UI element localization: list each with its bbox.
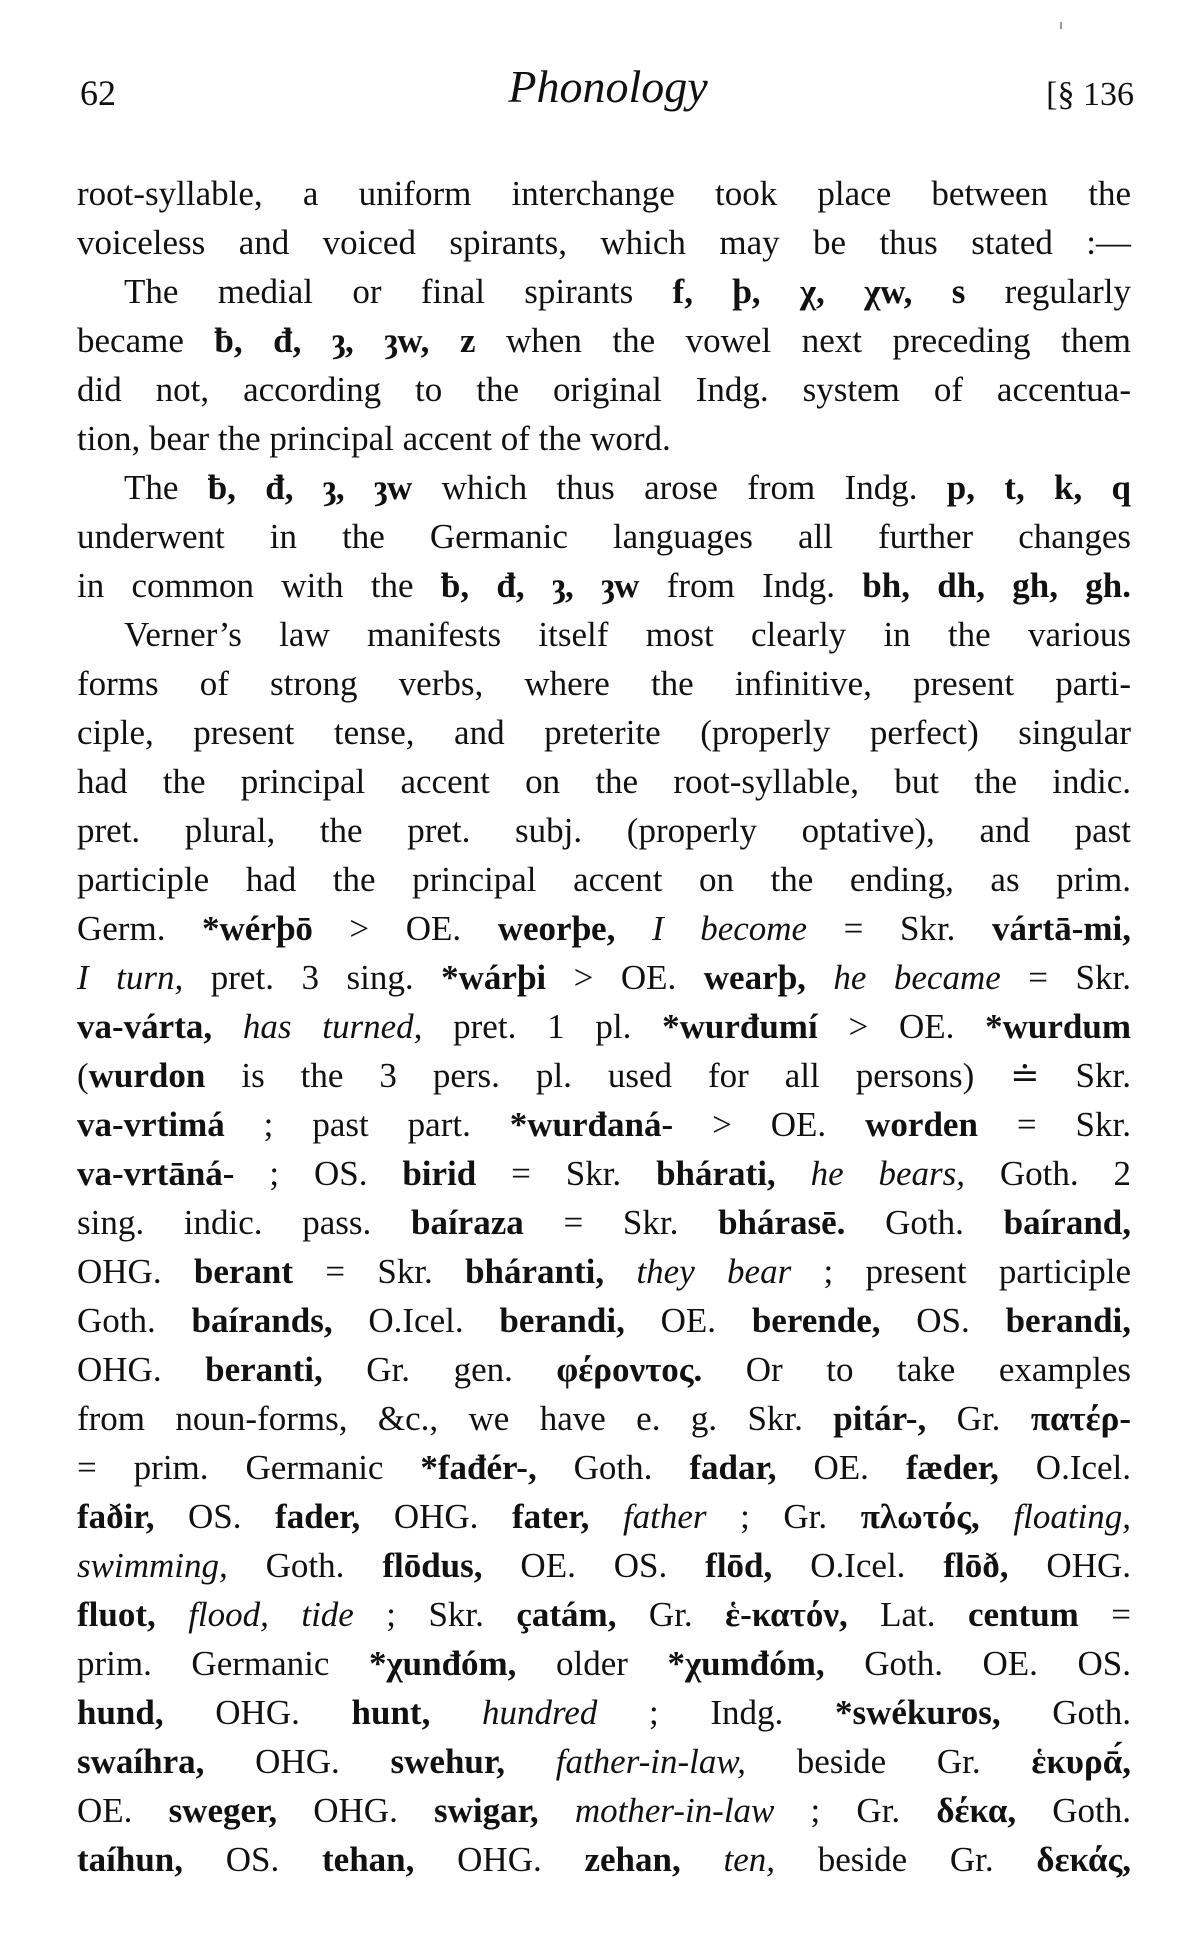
bold-term: swaíhra, [77,1742,205,1781]
bold-term: berandi, [1005,1301,1132,1340]
italic-gloss: hundred [481,1693,598,1732]
text-run [156,1595,188,1634]
bold-term: φέροντος. [556,1350,703,1389]
bold-term: wearþ, [703,958,806,997]
text-run: = Skr. [977,1105,1131,1144]
bold-term: *wárþi [441,958,547,997]
text-run: Goth. [536,1448,690,1487]
text-run: Goth. [227,1546,383,1585]
text-run: underwent in the Germanic languages all further changes [77,517,1131,556]
text-run: Gr. gen. [322,1350,557,1389]
text-run: Verner’s law manifests itself most clearly in the various [124,615,1131,654]
bold-term: taíhun, [77,1840,184,1879]
text-line [77,757,1131,806]
text-run: OS. [183,1840,323,1879]
bold-term: fluot, [77,1595,156,1634]
text-line [77,414,1131,463]
text-line [77,267,1131,316]
text-run: ; OS. [234,1154,403,1193]
text-run [681,1840,724,1879]
text-run [505,1742,556,1781]
text-run: when the vowel next preceding them [475,321,1131,360]
text-run: pret. 3 sing. [183,958,442,997]
text-line [77,1443,1131,1492]
text-line [77,1590,1131,1639]
text-run: ; Indg. [597,1693,835,1732]
text-run: beside Gr. [745,1742,1032,1781]
section-number: [§ 136 [1046,76,1134,113]
text-run: = Skr. [807,909,993,948]
text-run: did not, according to the original Indg. system of accentua- [77,370,1131,409]
text-run [776,1154,811,1193]
bold-term: *wurđumí [662,1007,818,1046]
text-line [77,1835,1131,1884]
text-run: participle had the principal accent on the ending, as prim. [77,860,1131,899]
bold-term: birid [402,1154,477,1193]
italic-gloss: mother-in-law [574,1791,775,1830]
text-line [77,855,1131,904]
italic-gloss: flood, tide [188,1595,354,1634]
text-run: in common with the [77,566,441,605]
bold-term: fader, [275,1497,361,1536]
text-line [77,806,1131,855]
text-line [77,169,1131,218]
bold-term: bh, dh, gh, gh. [862,566,1131,605]
text-run [430,1693,482,1732]
running-title: Phonology [508,61,708,112]
text-line [77,218,1131,267]
text-run: ( [77,1056,89,1095]
bold-term: tehan, [322,1840,415,1879]
text-run [212,1007,243,1046]
text-run: OS. [880,1301,1006,1340]
bold-term: *χunđóm, [368,1644,517,1683]
text-run [604,1252,636,1291]
text-run: Germ. [77,909,203,948]
text-run: pret. plural, the pret. subj. (properly optative), and past [77,811,1131,850]
text-run: The [124,468,208,507]
text-run: ciple, present tense, and preterite (properly perfect) singular [77,713,1131,752]
bold-term: bháranti, [465,1252,605,1291]
text-line [77,1051,1131,1100]
text-run: tion, bear the principal accent of the word. [77,419,671,458]
bold-term: swehur, [390,1742,505,1781]
text-run [589,1497,623,1536]
bold-term: *fađér-, [420,1448,537,1487]
text-run: Goth. [1000,1693,1131,1732]
bold-term: worden [865,1105,978,1144]
text-run [980,1497,1014,1536]
text-run: forms of strong verbs, where the infinitive, present parti- [77,664,1131,703]
italic-gloss: floating, [1013,1497,1132,1536]
text-line [77,1198,1131,1247]
bold-term: berant [193,1252,294,1291]
text-run: > OE. [546,958,704,997]
italic-gloss: father-in-law, [555,1742,746,1781]
bold-term: f, þ, χ, χw, s [672,272,966,311]
bold-term: flōð, [943,1546,1009,1585]
text-run: Goth. [1016,1791,1132,1830]
bold-term: ƀ, đ, ȝ, ȝw [440,566,640,605]
text-run: from noun-forms, &c., we have e. g. Skr. [77,1399,834,1438]
text-line [77,365,1131,414]
text-run: voiceless and voiced spirants, which may be thus stated :— [77,223,1131,262]
text-run: pret. 1 pl. [422,1007,663,1046]
text-run: from Indg. [639,566,863,605]
bold-term: zehan, [584,1840,681,1879]
bold-term: p, t, k, q [946,468,1131,507]
bold-term: faðir, [77,1497,155,1536]
scan-mark [1060,22,1062,29]
text-line [77,1786,1131,1835]
text-run: > OE. [312,909,498,948]
text-run: OE. [77,1791,169,1830]
text-run: ; past part. [224,1105,510,1144]
text-run: OE. [624,1301,752,1340]
bold-term: fæder, [905,1448,999,1487]
text-run: Or to take examples [702,1350,1132,1389]
bold-term: ἑ-κατόν, [725,1595,848,1634]
text-line [77,904,1131,953]
text-run [539,1791,575,1830]
text-run: OE. [776,1448,906,1487]
text-line [77,1639,1131,1688]
text-line [77,1296,1131,1345]
bold-term: ƀ, đ, ȝ, ȝw, z [214,321,476,360]
bold-term: baírands, [191,1301,333,1340]
text-line [77,708,1131,757]
italic-gloss: he became [833,958,1001,997]
bold-term: va-vrtimá [77,1105,225,1144]
bold-term: ἑκυρᾱ́, [1031,1742,1131,1781]
text-run: OS. [154,1497,276,1536]
text-run: Goth. OE. OS. [824,1644,1131,1683]
text-line [77,1345,1131,1394]
text-line [77,659,1131,708]
bold-term: δέκα, [936,1791,1017,1830]
text-run: Gr. [926,1399,1031,1438]
text-run: OHG. [163,1693,352,1732]
text-run: which thus arose from Indg. [412,468,947,507]
italic-gloss: swimming, [77,1546,228,1585]
bold-term: πλωτός, [860,1497,980,1536]
text-line [77,1149,1131,1198]
text-line [77,463,1131,512]
italic-gloss: ten, [723,1840,775,1879]
text-line [77,953,1131,1002]
text-line [77,1492,1131,1541]
bold-term: berende, [751,1301,881,1340]
text-run: > OE. [673,1105,866,1144]
bold-term: flōdus, [382,1546,483,1585]
bold-term: *swékuros, [834,1693,1001,1732]
bold-term: va-várta, [77,1007,213,1046]
bold-term: flōd, [705,1546,773,1585]
text-run: = Skr. [293,1252,466,1291]
bold-term: sweger, [168,1791,278,1830]
text-run: OHG. [360,1497,512,1536]
text-run: became [77,321,215,360]
text-line [77,1688,1131,1737]
bold-term: beranti, [205,1350,323,1389]
text-line [77,512,1131,561]
text-run: O.Icel. [772,1546,944,1585]
text-run: = prim. Germanic [77,1448,421,1487]
bold-term: vártā-mi, [992,909,1131,948]
bold-term: fadar, [689,1448,777,1487]
bold-term: swigar, [433,1791,539,1830]
text-run: = [1078,1595,1132,1634]
bold-term: va-vrtāná- [77,1154,235,1193]
text-run: = Skr. [476,1154,657,1193]
text-run: Lat. [847,1595,969,1634]
italic-gloss: father [622,1497,707,1536]
text-run: Gr. [616,1595,726,1634]
text-run: root-syllable, a uniform interchange took place between the [77,174,1131,213]
text-run: OHG. [77,1350,206,1389]
bold-term: wurdon [88,1056,206,1095]
bold-term: bhárasē. [718,1203,846,1242]
bold-term: *χumđóm, [667,1644,825,1683]
text-line [77,1394,1131,1443]
text-run: had the principal accent on the root-syllable, but the indic. [77,762,1131,801]
text-line [77,316,1131,365]
text-line [77,1541,1131,1590]
text-run: ; Gr. [774,1791,937,1830]
bold-term: weorþe, [497,909,616,948]
text-run: ; Skr. [353,1595,517,1634]
text-run: O.Icel. [998,1448,1132,1487]
italic-gloss: he bears, [810,1154,966,1193]
text-run: beside Gr. [775,1840,1037,1879]
text-line [77,561,1131,610]
text-run: OHG. [414,1840,585,1879]
text-run: The medial or final spirants [124,272,673,311]
bold-term: *wérþō [202,909,313,948]
bold-term: ƀ, đ, ȝ, ȝw [207,468,413,507]
text-line [77,1100,1131,1149]
text-run: = Skr. [523,1203,719,1242]
text-line [77,1002,1131,1051]
bold-term: centum [968,1595,1079,1634]
text-run: OHG. [204,1742,391,1781]
bold-term: çatám, [516,1595,617,1634]
body-text [77,169,1131,1884]
text-run: older [516,1644,668,1683]
italic-gloss: has turned, [242,1007,423,1046]
text-line [77,1737,1131,1786]
text-run: ; present participle [791,1252,1132,1291]
italic-gloss: I become [651,909,808,948]
bold-term: bhárati, [656,1154,776,1193]
bold-term: *wurđaná- [509,1105,674,1144]
text-run: Goth. [77,1301,192,1340]
text-run [615,909,652,948]
text-run: O.Icel. [332,1301,500,1340]
text-run: > OE. [817,1007,986,1046]
bold-term: hund, [77,1693,164,1732]
bold-term: baíraza [410,1203,524,1242]
text-run: Goth. 2 [965,1154,1132,1193]
bold-term: hunt, [351,1693,431,1732]
text-run: sing. indic. pass. [77,1203,411,1242]
text-run: prim. Germanic [77,1644,369,1683]
italic-gloss: they bear [636,1252,792,1291]
bold-term: fater, [511,1497,590,1536]
text-run [806,958,834,997]
text-run: regularly [965,272,1132,311]
bold-term: δεκάς, [1036,1840,1132,1879]
text-run: ; Gr. [706,1497,861,1536]
text-line [77,610,1131,659]
bold-term: baírand, [1003,1203,1132,1242]
bold-term: *wurdum [985,1007,1131,1046]
text-line [77,1247,1131,1296]
text-run: OE. OS. [482,1546,706,1585]
text-run: Goth. [845,1203,1004,1242]
bold-term: pitár-, [833,1399,927,1438]
text-run: OHG. [1008,1546,1131,1585]
text-run: OHG. [77,1252,194,1291]
italic-gloss: I turn, [77,958,184,997]
bold-term: berandi, [499,1301,625,1340]
bold-term: πατέρ- [1030,1399,1132,1438]
page-number: 62 [80,73,116,113]
text-run: OHG. [277,1791,434,1830]
text-run: is the 3 pers. pl. used for all persons) ≐ Skr. [205,1056,1131,1095]
text-run: = Skr. [1000,958,1131,997]
